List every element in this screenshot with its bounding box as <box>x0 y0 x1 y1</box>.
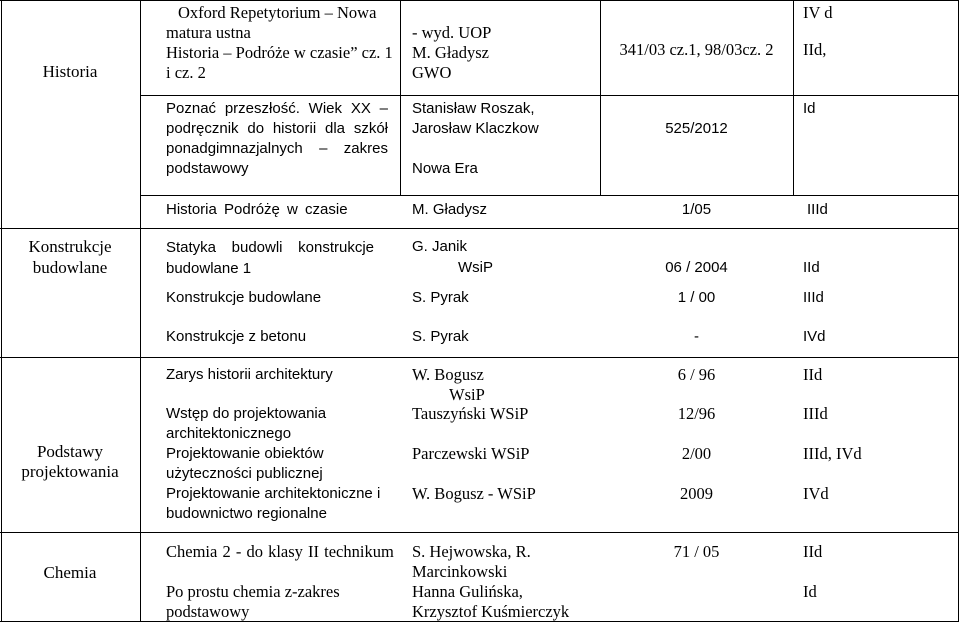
textbook-publisher: WsiP <box>458 259 493 276</box>
table-top-border <box>0 0 959 1</box>
textbook-author: S. Hejwowska, R. Marcinkowski <box>412 542 531 581</box>
textbook-title: Historia Podróżę w czasie <box>166 201 348 218</box>
class-level: IIId <box>807 201 828 218</box>
textbook-author: M. Gładysz <box>412 201 488 218</box>
approval-number: 1/05 <box>681 201 712 218</box>
textbook-publisher: Nowa Era <box>412 160 478 177</box>
subject-label-podstawy-projektowania: Podstawy projektowania <box>21 442 119 481</box>
section-divider <box>0 357 959 358</box>
textbook-title: Projektowanie architektoniczne i budownictwo regionalne <box>166 485 381 522</box>
textbook-author: W. Bogusz <box>412 365 484 384</box>
textbook-author: Stanisław Roszak, Jarosław Klaczkow <box>412 100 539 137</box>
textbook-title: Historia – Podróże w czasie” cz. 1 i cz. 2 <box>166 43 393 82</box>
title-author-column-divider <box>400 0 401 195</box>
approval-number: 6 / 96 <box>677 365 716 384</box>
approval-number: 2009 <box>680 484 713 503</box>
textbook-title: Chemia 2 - do klasy II technikum <box>166 542 394 561</box>
approval-number: 06 / 2004 <box>665 259 728 276</box>
class-level: IId <box>803 365 823 384</box>
class-level: IId <box>803 542 823 561</box>
class-level: IId, <box>803 40 827 59</box>
textbook-author: M. Gładysz GWO <box>412 43 489 82</box>
textbook-author: S. Pyrak <box>412 289 469 306</box>
approval-number: 12/96 <box>677 404 716 423</box>
section-divider <box>0 228 959 229</box>
class-level: IIId, IVd <box>803 444 862 463</box>
class-level: IId <box>803 259 820 276</box>
textbook-title: Statyka budowli konstrukcje budowlane 1 <box>166 239 374 277</box>
approval-number: 1 / 00 <box>677 289 716 306</box>
table-left-border <box>1 0 2 622</box>
textbook-title: Projektowanie obiektów użyteczności publicznej <box>166 445 324 482</box>
textbook-publisher: WsiP <box>449 385 485 404</box>
textbook-author: Hanna Gulińska, Krzysztof Kuśmierczyk <box>412 582 570 621</box>
textbook-author: Parczewski WSiP <box>412 444 530 463</box>
class-level: IV d <box>803 3 833 22</box>
class-level: IVd <box>803 328 826 345</box>
textbook-title: Konstrukcje budowlane <box>166 289 322 306</box>
textbook-author: Tauszyński WSiP <box>412 404 529 423</box>
textbook-title: Oxford Repetytorium – Nowa matura ustna <box>166 3 377 42</box>
approval-number: 2/00 <box>681 444 712 463</box>
row-divider <box>140 95 959 96</box>
textbook-title: Poznać przeszłość. Wiek XX – podręcznik do historii dla szkół ponadgimnazjalnych – zakres podstawowy <box>166 100 388 177</box>
section-divider <box>0 532 959 533</box>
row-divider <box>140 195 959 196</box>
table-right-border <box>958 0 959 622</box>
textbook-author: S. Pyrak <box>412 328 469 345</box>
textbook-author: G. Janik <box>412 238 468 255</box>
subject-label-chemia: Chemia <box>43 563 97 582</box>
subject-column-divider <box>140 0 141 622</box>
textbook-title: Po prostu chemia z-zakres podstawowy <box>166 582 340 621</box>
class-level: Id <box>803 582 817 601</box>
class-level: Id <box>803 100 816 117</box>
subject-label-historia: Historia <box>42 62 98 81</box>
textbook-title: Zarys historii architektury <box>166 366 333 383</box>
approval-number: 71 / 05 <box>673 542 720 561</box>
class-level: IIId <box>803 404 828 423</box>
approval-number: 525/2012 <box>665 120 728 137</box>
author-number-column-divider <box>600 0 601 195</box>
textbook-author: - wyd. UOP <box>412 23 492 42</box>
textbook-author: W. Bogusz - WSiP <box>412 484 536 503</box>
approval-number: - <box>694 328 699 345</box>
approval-number: 341/03 cz.1, 98/03cz. 2 <box>619 40 774 59</box>
class-level: IIId <box>803 289 824 306</box>
textbook-title: Konstrukcje z betonu <box>166 328 307 345</box>
number-class-column-divider <box>793 0 794 195</box>
textbook-title: Wstęp do projektowania architektonicznego <box>166 405 327 442</box>
subject-label-konstrukcje-budowlane: Konstrukcje budowlane <box>28 237 112 277</box>
class-level: IVd <box>803 484 829 503</box>
